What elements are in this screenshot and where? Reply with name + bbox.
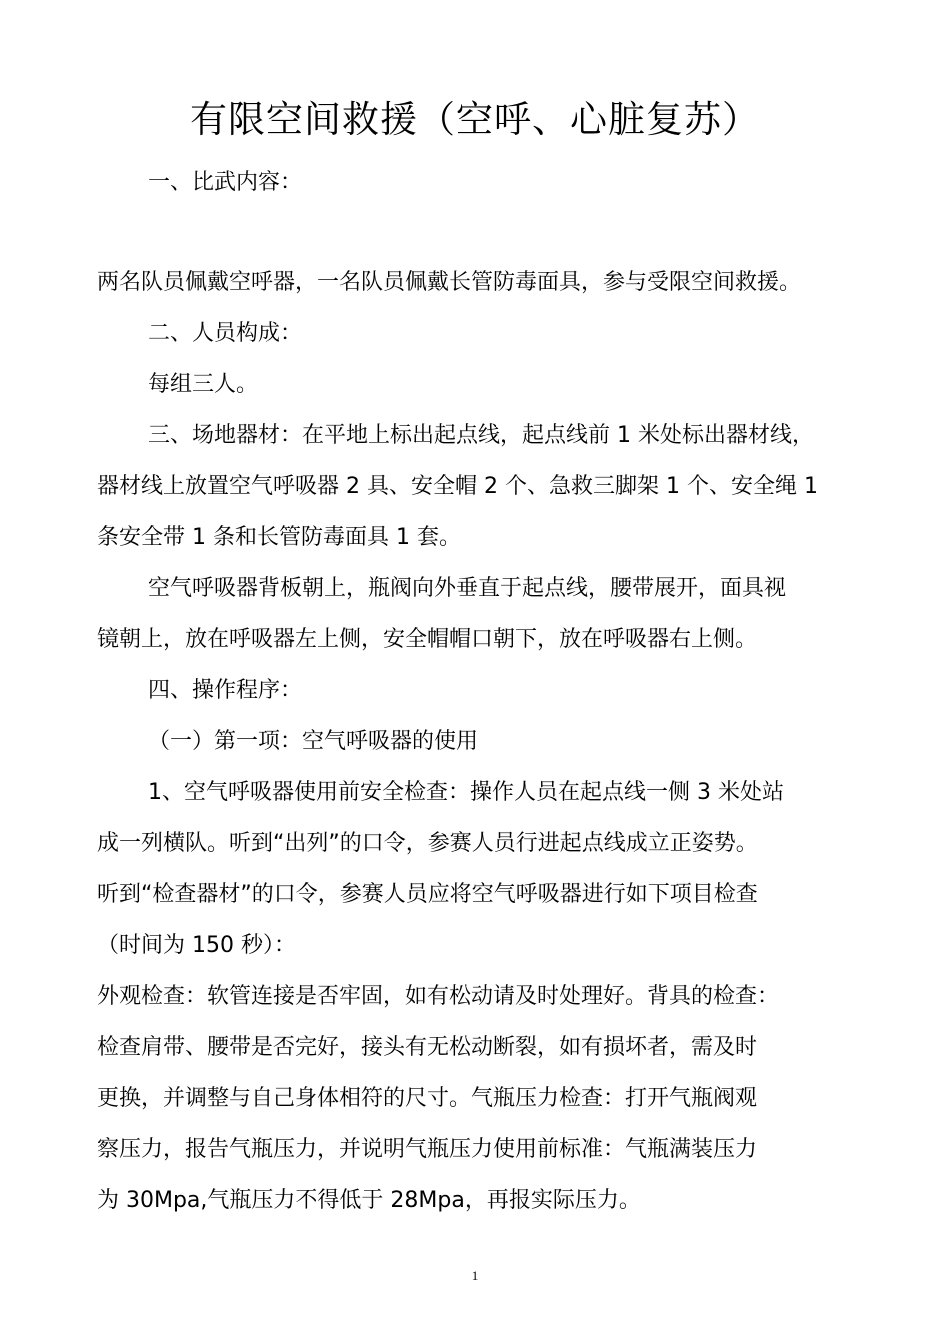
paragraph-line: 三、场地器材：在平地上标出起点线，起点线前 1 米处标出器材线， [148,423,814,448]
paragraph-line: 每组三人。 [148,372,259,397]
section-heading: 一、比武内容： [148,170,303,195]
paragraph-line: 空气呼吸器背板朝上，瓶阀向外垂直于起点线，腰带展开，面具视 [148,576,787,601]
paragraph-line: 外观检查：软管连接是否牢固，如有松动请及时处理好。背具的检查： [97,984,780,1009]
document-title: 有限空间救援（空呼、心脏复苏） [190,98,760,141]
paragraph-line: 条安全带 1 条和长管防毒面具 1 套。 [97,525,461,550]
subsection-heading: （一）第一项：空气呼吸器的使用 [148,729,479,754]
paragraph-line: （时间为 150 秒）： [97,933,296,958]
paragraph-line: 为 30Mpa,气瓶压力不得低于 28Mpa，再报实际压力。 [97,1188,641,1213]
paragraph-line: 听到“检查器材”的口令，参赛人员应将空气呼吸器进行如下项目检查 [97,882,758,907]
section-heading: 二、人员构成： [148,321,303,346]
paragraph-line: 成一列横队。听到“出列”的口令，参赛人员行进起点线成立正姿势。 [97,831,758,856]
paragraph-line: 检查肩带、腰带是否完好，接头有无松动断裂，如有损坏者，需及时 [97,1035,758,1060]
paragraph-line: 两名队员佩戴空呼器，一名队员佩戴长管防毒面具，参与受限空间救援。 [97,270,802,295]
paragraph-line: 1、空气呼吸器使用前安全检查：操作人员在起点线一侧 3 米处站 [148,780,784,805]
section-heading: 四、操作程序： [148,678,303,703]
paragraph-line: 器材线上放置空气呼吸器 2 具、安全帽 2 个、急救三脚架 1 个、安全绳 1 [97,474,818,499]
paragraph-line: 更换，并调整与自己身体相符的尺寸。气瓶压力检查：打开气瓶阀观 [97,1086,758,1111]
paragraph-line: 察压力，报告气瓶压力，并说明气瓶压力使用前标准：气瓶满装压力 [97,1137,758,1162]
page-number: 1 [471,1268,479,1283]
paragraph-line: 镜朝上，放在呼吸器左上侧，安全帽帽口朝下，放在呼吸器右上侧。 [97,627,758,652]
